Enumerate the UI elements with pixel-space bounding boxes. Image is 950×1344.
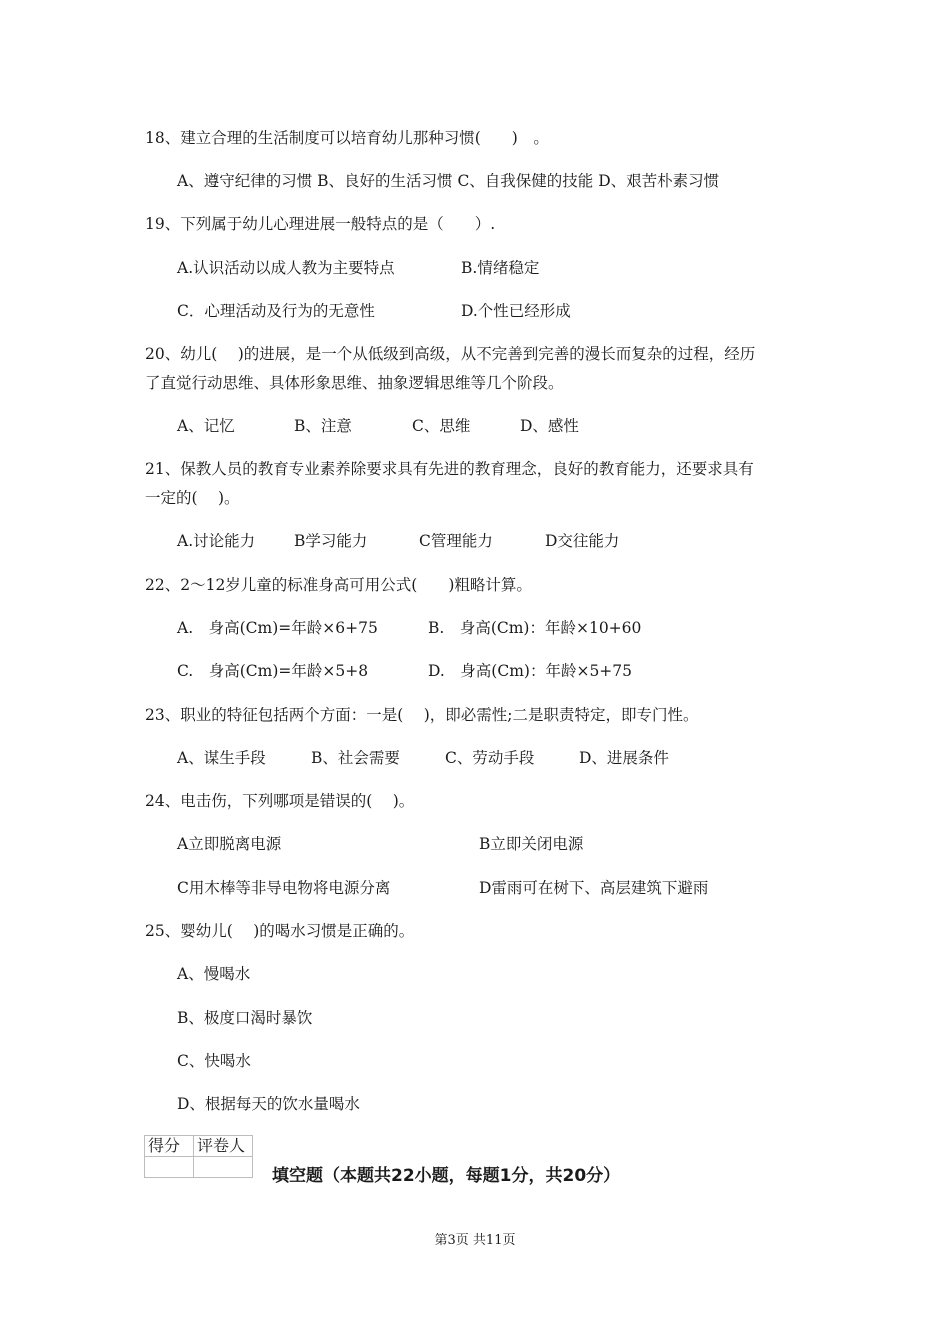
score-header: 得分	[145, 1136, 194, 1157]
score-cell[interactable]	[145, 1157, 194, 1178]
option-23-d: D、进展条件	[579, 749, 669, 767]
question-19: 19、下列属于幼儿心理进展一般特点的是（ ）.	[145, 215, 496, 233]
question-22: 22、2～12岁儿童的标准身高可用公式( )粗略计算。	[145, 576, 532, 594]
option-22-a: A. 身高(Cm)=年龄×6+75	[177, 619, 378, 637]
option-21-b: B学习能力	[294, 532, 368, 550]
option-22-b: B. 身高(Cm)：年龄×10+60	[428, 619, 642, 637]
option-25-c: C、快喝水	[177, 1052, 251, 1070]
option-23-a: A、谋生手段	[177, 749, 266, 767]
option-23-b: B、社会需要	[311, 749, 400, 767]
option-22-d: D. 身高(Cm)：年龄×5+75	[428, 662, 633, 680]
option-24-c: C用木棒等非导电物将电源分离	[177, 879, 391, 897]
option-25-b: B、极度口渴时暴饮	[177, 1009, 313, 1027]
option-20-c: C、思维	[412, 417, 471, 435]
option-24-a: A立即脱离电源	[177, 835, 282, 853]
option-20-b: B、注意	[294, 417, 352, 435]
option-22-c: C. 身高(Cm)=年龄×5+8	[177, 662, 369, 680]
option-19-a: A.认识活动以成人教为主要特点	[177, 259, 395, 277]
score-table	[144, 1135, 253, 1178]
question-23: 23、职业的特征包括两个方面：一是( )，即必需性;二是职责特定，即专门性。	[145, 706, 699, 724]
option-23-c: C、劳动手段	[445, 749, 535, 767]
option-21-c: C管理能力	[419, 532, 493, 550]
question-18-options: A、遵守纪律的习惯 B、良好的生活习惯 C、自我保健的技能 D、艰苦朴素习惯	[177, 172, 720, 190]
question-18: 18、建立合理的生活制度可以培育幼儿那种习惯( ) 。	[145, 129, 549, 147]
option-21-a: A.讨论能力	[177, 532, 256, 550]
grader-cell[interactable]	[194, 1157, 253, 1178]
option-19-b: B.情绪稳定	[461, 259, 540, 277]
grader-header: 评卷人	[194, 1136, 253, 1157]
question-24: 24、电击伤，下列哪项是错误的( )。	[145, 792, 415, 810]
option-21-d: D交往能力	[545, 532, 620, 550]
question-21-continued: 一定的( )。	[145, 489, 240, 507]
option-24-b: B立即关闭电源	[479, 835, 584, 853]
page-footer: 第3页 共11页	[434, 1233, 516, 1248]
section-title: 填空题（本题共22小题，每题1分，共20分）	[272, 1166, 621, 1186]
question-21: 21、保教人员的教育专业素养除要求具有先进的教育理念，良好的教育能力，还要求具有	[145, 460, 754, 478]
question-20-continued: 了直觉行动思维、具体形象思维、抽象逻辑思维等几个阶段。	[145, 374, 564, 392]
option-24-d: D雷雨可在树下、高层建筑下避雨	[479, 879, 709, 897]
option-25-a: A、慢喝水	[177, 965, 251, 983]
option-20-a: A、记忆	[177, 417, 235, 435]
question-25: 25、婴幼儿( )的喝水习惯是正确的。	[145, 922, 415, 940]
question-20: 20、幼儿( )的进展，是一个从低级到高级，从不完善到完善的漫长而复杂的过程，经历	[145, 345, 756, 363]
option-19-d: D.个性已经形成	[461, 302, 571, 320]
option-19-c: C．心理活动及行为的无意性	[177, 302, 375, 320]
option-25-d: D、根据每天的饮水量喝水	[177, 1095, 360, 1113]
option-20-d: D、感性	[520, 417, 579, 435]
